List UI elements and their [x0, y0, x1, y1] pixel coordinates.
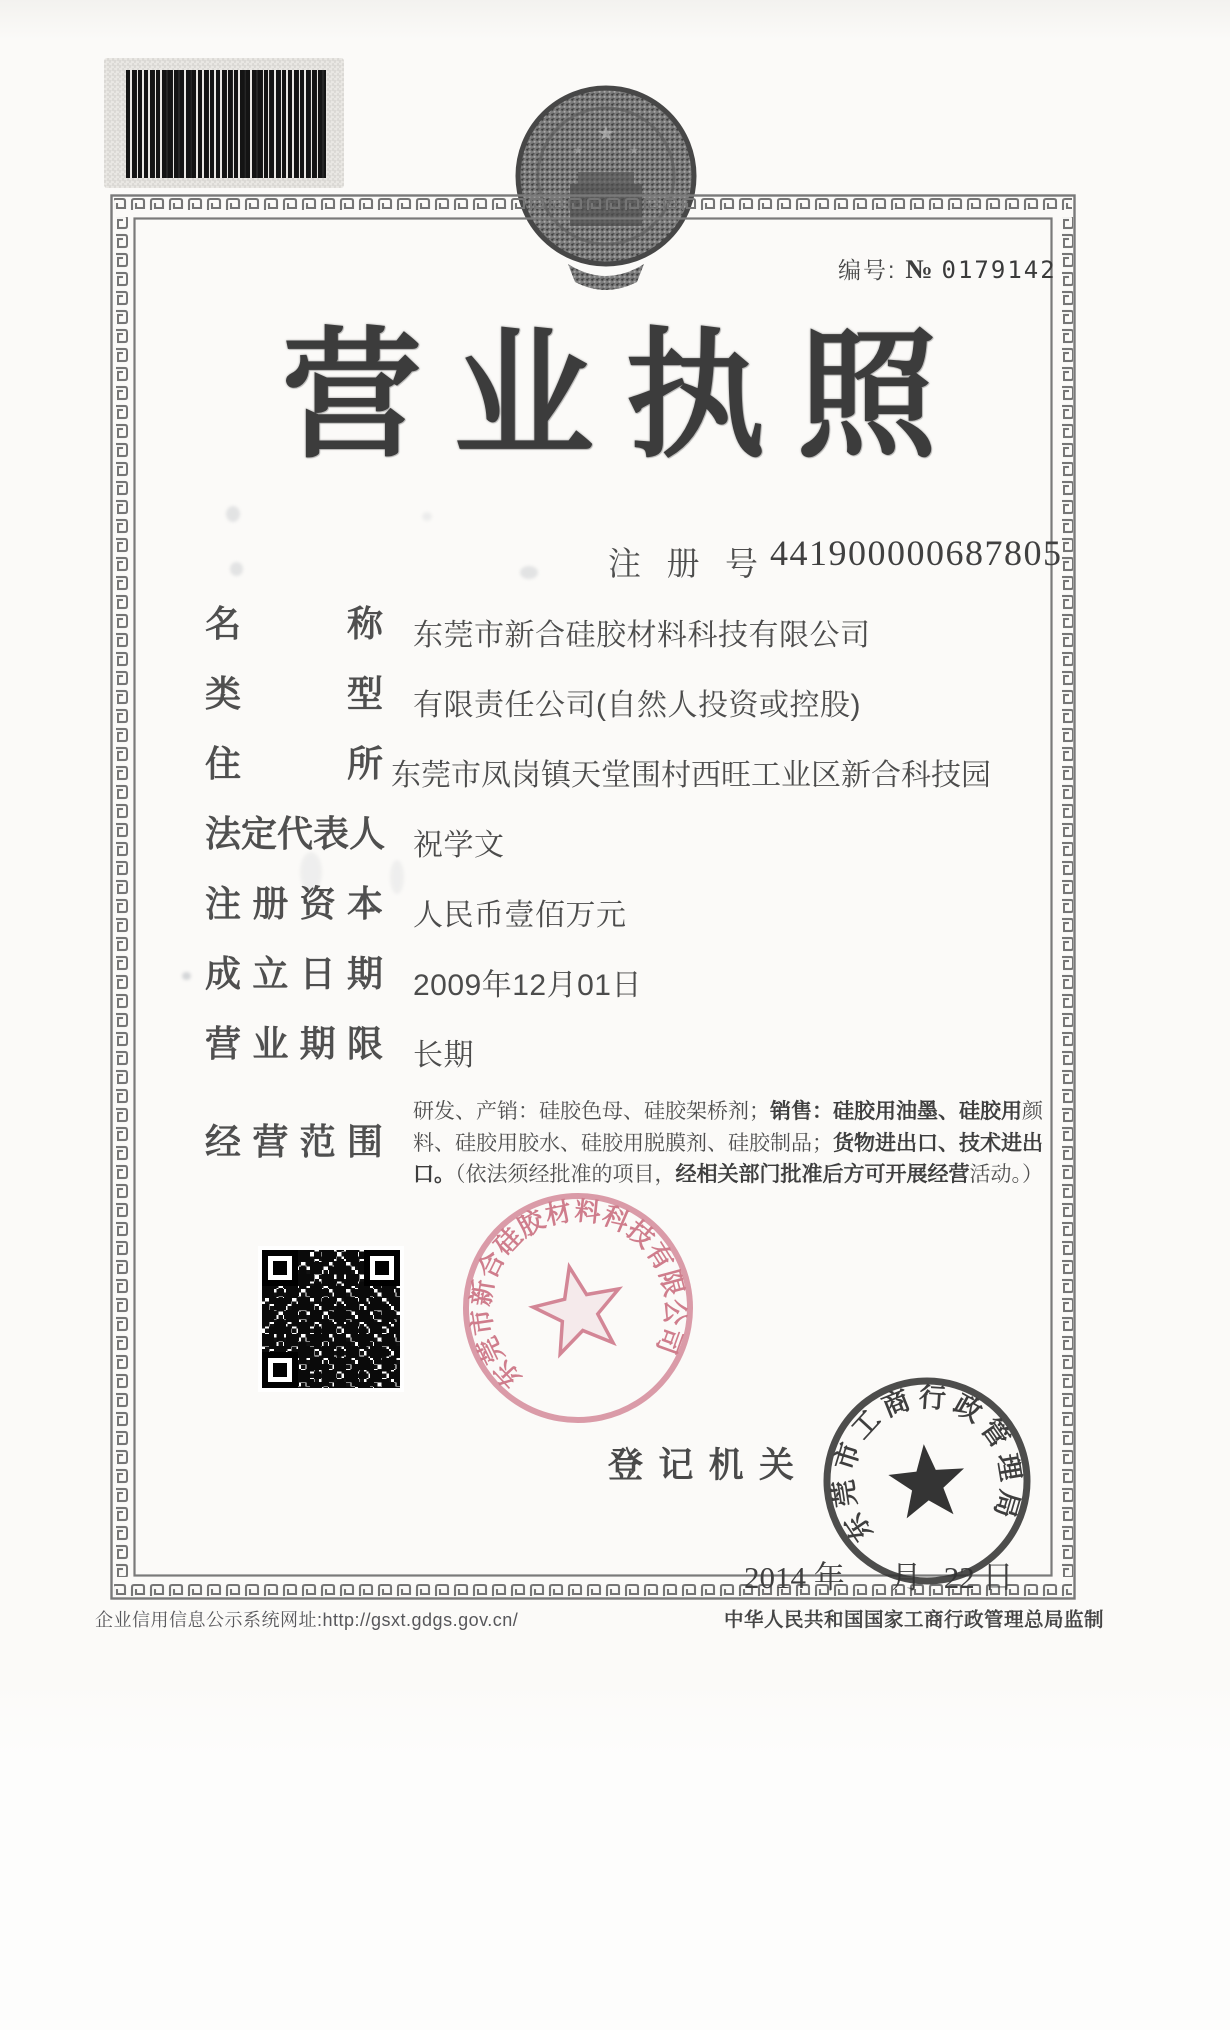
seal-star-icon — [886, 1441, 968, 1520]
company-seal-text: 东莞市新合硅胶材料科技有限公司 — [465, 1195, 691, 1394]
field-value: 东莞市新合硅胶材料科技有限公司 — [413, 619, 871, 652]
field-row-type — [205, 673, 1065, 722]
scope-segment: 研发、产销：硅胶色母、硅胶架桥剂； — [413, 1100, 770, 1123]
qr-code — [258, 1246, 404, 1392]
svg-text:★: ★ — [629, 145, 639, 157]
field-row-capital — [205, 883, 1065, 932]
ink-smudge — [422, 512, 432, 521]
field-row-name — [205, 603, 1065, 652]
barcode — [126, 70, 326, 178]
ink-smudge — [230, 562, 243, 576]
ink-smudge — [612, 564, 620, 573]
registration-authority-label: 登 记 机 关 — [608, 1446, 794, 1485]
field-label: 住 所 — [205, 743, 383, 784]
qr-finder-icon — [262, 1352, 298, 1388]
field-label: 注 册 资 本 — [205, 883, 383, 924]
qr-finder-icon — [262, 1250, 298, 1286]
scope-segment: 货物进出口、技术进出口。 — [413, 1131, 1043, 1186]
field-label: 名 称 — [205, 603, 383, 644]
field-row-address — [205, 743, 1065, 792]
field-row-legal-rep — [205, 813, 1065, 862]
serial-number-line — [838, 252, 1057, 285]
scope-segment: 活动。） — [969, 1163, 1043, 1186]
field-label: 经 营 范 围 — [205, 1121, 383, 1162]
date-year: 2014 年 — [744, 1560, 845, 1595]
company-seal — [429, 1159, 728, 1458]
fields-section — [205, 604, 1065, 1206]
field-row-established — [205, 953, 1065, 1002]
field-row-term — [205, 1023, 1065, 1072]
footer-public-system-url: 企业信用信息公示系统网址:http://gsxt.gdgs.gov.cn/ — [95, 1610, 519, 1630]
field-label: 营 业 期 限 — [205, 1023, 383, 1064]
scope-segment: （依法须经批准的项目， — [455, 1163, 676, 1186]
registry-seal — [800, 1354, 1054, 1608]
field-value: 人民币壹佰万元 — [413, 899, 627, 932]
regno-value: 441900000687805 — [770, 533, 1063, 573]
field-label: 类 型 — [205, 673, 383, 714]
ink-smudge — [226, 506, 240, 522]
footer-issuer-text: 中华人民共和国国家工商行政管理总局监制 — [723, 1609, 1104, 1631]
serial-number: 0179142 — [941, 256, 1057, 284]
field-value: 2009年12月01日 — [413, 969, 642, 1002]
svg-text:★: ★ — [573, 145, 583, 157]
scope-segment: 经相关部门批准后方可开展经营 — [675, 1163, 970, 1186]
field-value: 有限责任公司(自然人投资或控股) — [413, 689, 861, 722]
field-value: 东莞市凤岗镇天堂围村西旺工业区新合科技园 — [391, 759, 991, 792]
field-value: 长期 — [413, 1039, 474, 1072]
qr-finder-icon — [364, 1250, 400, 1286]
scope-segment: 颜料、硅胶用胶水、硅胶用脱膜剂、硅胶制品； — [413, 1100, 1043, 1155]
field-value: 祝学文 — [413, 829, 505, 862]
date-month: 月 — [890, 1560, 922, 1595]
seal-star-icon — [527, 1258, 630, 1358]
regno-label: 注 册 号 — [608, 545, 758, 582]
date-day: 22 日 — [943, 1560, 1014, 1595]
certificate-title: 营 业 执 照 — [282, 317, 937, 474]
scope-segment: 销售：硅胶用油墨、硅胶用 — [770, 1100, 1022, 1123]
business-scope-text — [413, 1094, 1063, 1191]
registry-seal-text: 东莞市工商行政管理局 — [828, 1382, 1026, 1548]
serial-label: 编号: — [838, 257, 897, 283]
field-label: 成 立 日 期 — [205, 953, 383, 994]
ink-smudge — [182, 972, 191, 980]
svg-text:★: ★ — [597, 123, 615, 145]
field-label: 法 定 代 表 人 — [205, 813, 386, 854]
ink-smudge — [520, 566, 538, 579]
numero-sign: № — [905, 254, 933, 284]
